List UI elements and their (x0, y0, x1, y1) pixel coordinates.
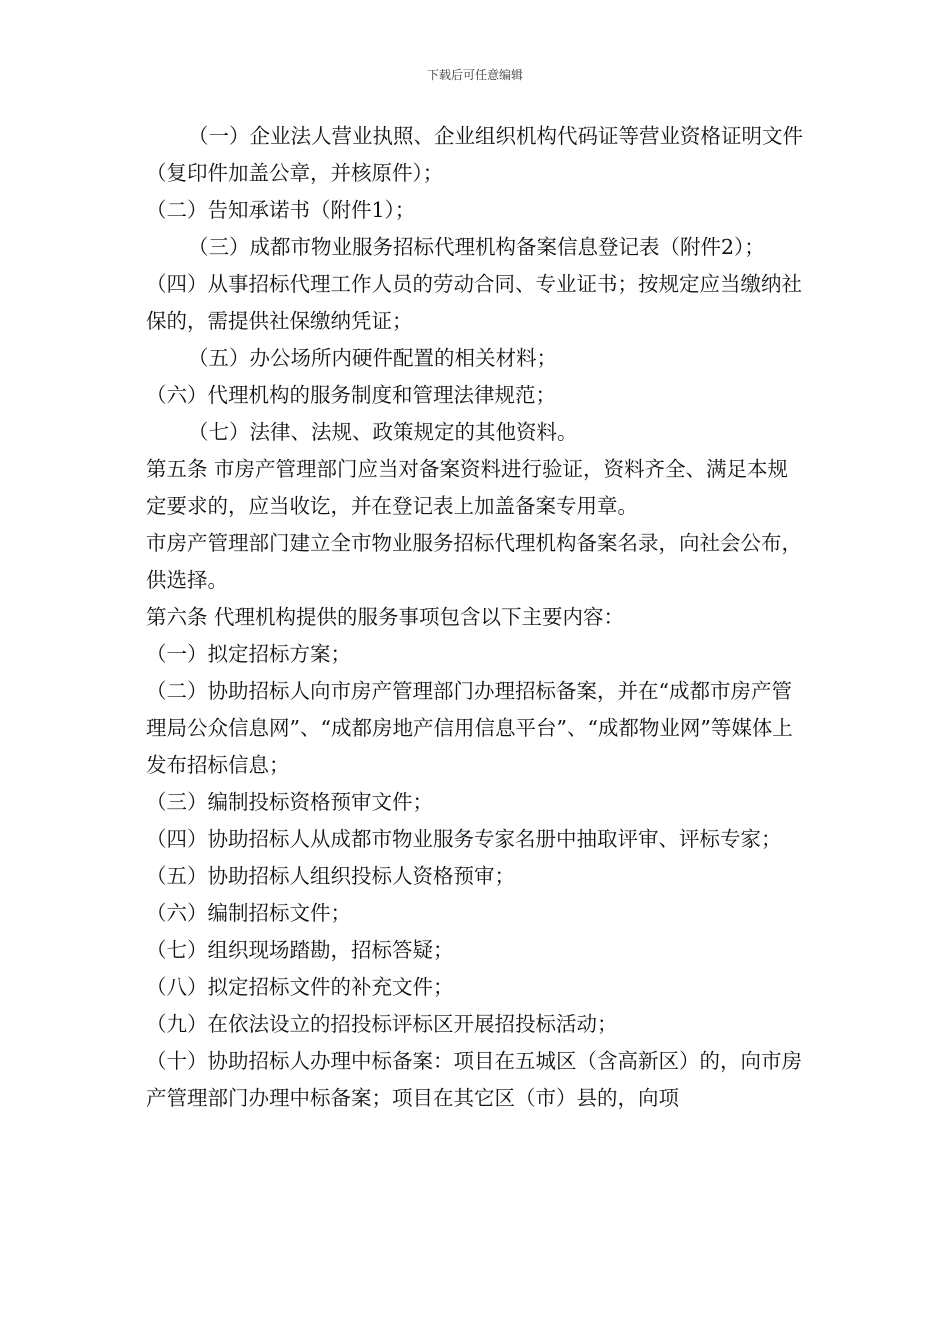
service-item-3: （三）编制投标资格预审文件； (146, 790, 433, 814)
service-item-5: （五）协助招标人组织投标人资格预审； (146, 864, 515, 888)
article-5-paragraph: 第五条 市房产管理部门应当对备案资料进行验证，资料齐全、满足本规定要求的，应当收讫，并在登记表上加盖备案专用章。 (146, 457, 789, 518)
service-item-9: （九）在依法设立的招投标评标区开展招投标活动； (146, 1012, 618, 1036)
paragraph-item-4: （四）从事招标代理工作人员的劳动合同、专业证书；按规定应当缴纳社保的，需提供社保缴纳凭证； (146, 272, 802, 333)
service-item-8: （八）拟定招标文件的补充文件； (146, 975, 454, 999)
paragraph-item-5: （五）办公场所内硬件配置的相关材料； (188, 346, 557, 370)
service-item-7: （七）组织现场踏勘，招标答疑； (146, 938, 454, 962)
paragraph-item-2: （二）告知承诺书（附件1）； (146, 198, 416, 222)
service-item-4: （四）协助招标人从成都市物业服务专家名册中抽取评审、评标专家； (146, 827, 782, 851)
service-item-1: （一）拟定招标方案； (146, 642, 351, 666)
paragraph-item-3: （三）成都市物业服务招标代理机构备案信息登记表（附件2）； (188, 235, 765, 259)
registry-paragraph: 市房产管理部门建立全市物业服务招标代理机构备案名录，向社会公布，供选择。 (146, 531, 802, 592)
document-body (146, 118, 806, 1117)
paragraph-item-6: （六）代理机构的服务制度和管理法律规范； (146, 383, 556, 407)
service-item-2: （二）协助招标人向市房产管理部门办理招标备案，并在“成都市房产管理局公众信息网”、“成都房地产信用信息平台”、“成都物业网”等媒体上发布招标信息； (146, 679, 793, 777)
paragraph-item-1: （一）企业法人营业执照、企业组织机构代码证等营业资格证明文件（复印件加盖公章，并核原件）； (146, 124, 803, 185)
paragraph-item-7: （七）法律、法规、政策规定的其他资料。 (188, 420, 578, 444)
service-item-10: （十）协助招标人办理中标备案：项目在五城区（含高新区）的，向市房产管理部门办理中标备案；项目在其它区（市）县的，向项 (146, 1049, 802, 1110)
article-6-heading: 第六条 代理机构提供的服务事项包含以下主要内容： (146, 605, 625, 629)
service-item-6: （六）编制招标文件； (146, 901, 351, 925)
page-header-note: 下载后可任意编辑 (426, 68, 523, 82)
